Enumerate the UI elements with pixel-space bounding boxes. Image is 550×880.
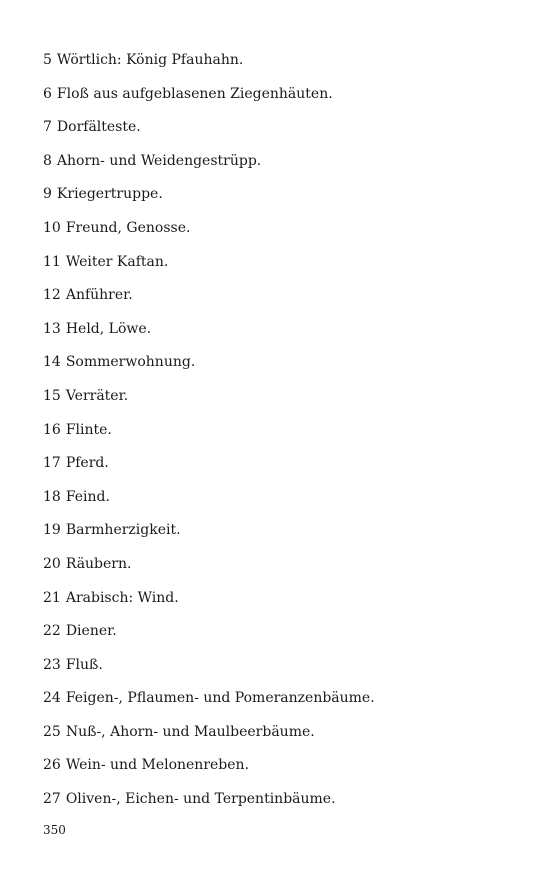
footnote-item <box>43 487 375 521</box>
footnote-number: 16 <box>43 421 61 438</box>
footnote-number: 23 <box>43 656 61 673</box>
footnote-number: 17 <box>43 455 61 472</box>
footnote-item <box>43 151 375 185</box>
footnote-number: 19 <box>43 522 61 539</box>
footnote-item <box>43 621 375 655</box>
footnote-text: Nuß-, Ahorn- und Maulbeerbäume. <box>65 723 315 740</box>
footnote-text: Sommerwohnung. <box>65 354 196 371</box>
footnote-item <box>43 789 375 823</box>
footnote-number: 13 <box>43 320 61 337</box>
footnote-text: Kriegertruppe. <box>56 186 163 203</box>
footnote-number: 10 <box>43 219 61 236</box>
footnote-item <box>43 688 375 722</box>
footnote-text: Dorfälteste. <box>56 119 141 136</box>
footnote-item <box>43 218 375 252</box>
footnote-text: Pferd. <box>65 455 109 472</box>
footnote-text: Floß aus aufgeblasenen Ziegenhäuten. <box>56 85 333 102</box>
footnote-number: 7 <box>43 119 52 136</box>
footnote-number: 8 <box>43 152 52 169</box>
footnote-number: 21 <box>43 589 61 606</box>
footnote-text: Wörtlich: König Pfauhahn. <box>56 52 244 68</box>
footnote-text: Räubern. <box>65 555 132 572</box>
footnote-item <box>43 588 375 622</box>
footnote-item <box>43 117 375 151</box>
footnote-item <box>43 655 375 689</box>
footnote-item <box>43 520 375 554</box>
footnote-item <box>43 252 375 286</box>
footnote-text: Ahorn- und Weidengestrüpp. <box>56 152 262 169</box>
footnote-item <box>43 755 375 789</box>
footnote-number: 6 <box>43 85 52 102</box>
footnote-number: 22 <box>43 623 61 640</box>
footnote-number: 11 <box>43 253 61 270</box>
footnote-number: 5 <box>43 52 52 68</box>
page-number: 350 <box>43 823 66 837</box>
footnote-number: 9 <box>43 186 52 203</box>
footnote-item <box>43 554 375 588</box>
footnote-text: Freund, Genosse. <box>65 219 191 236</box>
footnote-text: Flinte. <box>65 421 112 438</box>
footnote-item <box>43 50 375 84</box>
footnote-item <box>43 184 375 218</box>
footnote-text: Held, Löwe. <box>65 320 152 337</box>
footnote-number: 27 <box>43 791 61 808</box>
footnote-number: 15 <box>43 387 61 404</box>
footnote-item <box>43 285 375 319</box>
footnote-number: 12 <box>43 287 61 304</box>
footnote-item <box>43 386 375 420</box>
footnote-text: Feind. <box>65 488 110 505</box>
footnote-text: Wein- und Melonenreben. <box>65 757 250 774</box>
footnote-item <box>43 420 375 454</box>
footnote-text: Barmherzigkeit. <box>65 522 181 539</box>
footnote-item <box>43 352 375 386</box>
footnote-number: 14 <box>43 354 61 371</box>
footnote-list <box>43 50 375 823</box>
footnote-item <box>43 319 375 353</box>
footnote-text: Oliven-, Eichen- und Terpentinbäume. <box>65 791 336 808</box>
footnote-number: 20 <box>43 555 61 572</box>
footnote-text: Feigen-, Pflaumen- und Pomeranzenbäume. <box>65 690 375 707</box>
footnote-text: Diener. <box>65 623 117 640</box>
footnote-text: Weiter Kaftan. <box>65 253 169 270</box>
footnote-text: Verräter. <box>65 387 129 404</box>
footnote-number: 25 <box>43 723 61 740</box>
footnote-number: 18 <box>43 488 61 505</box>
footnote-item <box>43 84 375 118</box>
footnote-text: Fluß. <box>65 656 103 673</box>
footnote-text: Anführer. <box>65 287 133 304</box>
footnote-item <box>43 722 375 756</box>
footnote-number: 24 <box>43 690 61 707</box>
footnote-number: 26 <box>43 757 61 774</box>
footnote-item <box>43 453 375 487</box>
footnote-text: Arabisch: Wind. <box>65 589 179 606</box>
